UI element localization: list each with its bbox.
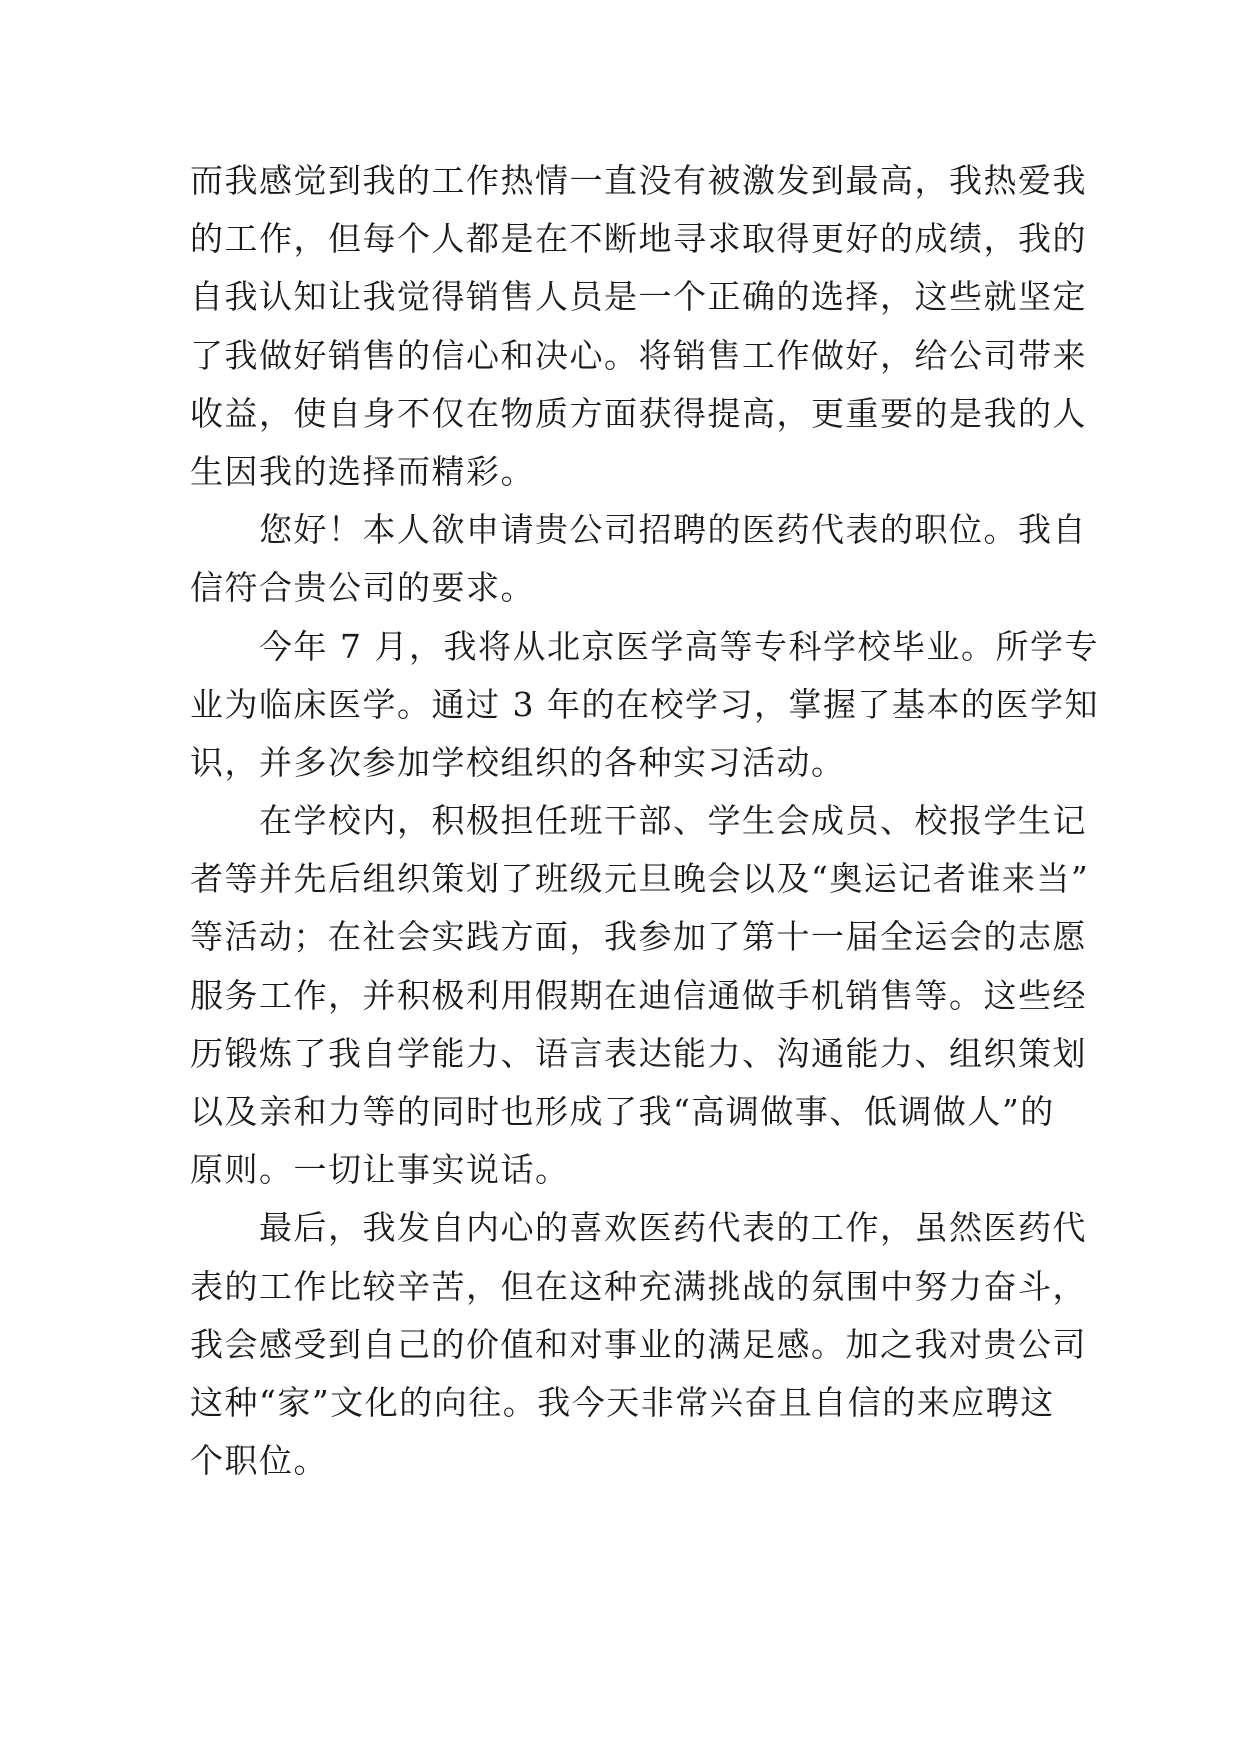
text-line: 个职位。 (190, 1441, 328, 1481)
text-line: 服务工作，并积极利用假期在迪信通做手机销售等。这些经 (190, 975, 1087, 1015)
text-line: 生因我的选择而精彩。 (190, 451, 535, 491)
text-line: 了我做好销售的信心和决心。将销售工作做好，给公司带来 (190, 335, 1087, 375)
text-line: 我会感受到自己的价值和对事业的满足感。加之我对贵公司 (190, 1324, 1087, 1364)
text-line: 历锻炼了我自学能力、语言表达能力、沟通能力、组织策划 (190, 1033, 1087, 1073)
text-line: 以及亲和力等的同时也形成了我“高调做事、低调做人”的 (190, 1092, 1055, 1131)
text-line: 今年 7 月，我将从北京医学高等专科学校毕业。所学专 (190, 626, 1099, 666)
text-line: 者等并先后组织策划了班级元旦晚会以及“奥运记者谁来当” (190, 859, 1090, 899)
text-line: 而我感觉到我的工作热情一直没有被激发到最高，我热爱我 (190, 161, 1087, 200)
text-line: 原则。一切让事实说话。 (190, 1150, 570, 1190)
text-line: 最后，我发自内心的喜欢医药代表的工作，虽然医药代 (190, 1208, 1087, 1248)
body-text (190, 152, 1099, 1490)
text-line: 业为临床医学。通过 3 年的在校学习，掌握了基本的医学知 (190, 684, 1099, 724)
text-line: 信符合贵公司的要求。 (190, 568, 535, 608)
text-line: 的工作，但每个人都是在不断地寻求取得更好的成绩，我的 (190, 219, 1087, 259)
text-line: 自我认知让我觉得销售人员是一个正确的选择，这些就坚定 (190, 277, 1087, 317)
text-line: 这种“家”文化的向往。我今天非常兴奋且自信的来应聘这 (190, 1382, 1055, 1422)
text-line: 表的工作比较辛苦，但在这种充满挑战的氛围中努力奋斗， (190, 1266, 1087, 1306)
text-line: 在学校内，积极担任班干部、学生会成员、校报学生记 (190, 801, 1087, 841)
text-line: 等活动；在社会实践方面，我参加了第十一届全运会的志愿 (190, 917, 1087, 957)
text-line: 您好！本人欲申请贵公司招聘的医药代表的职位。我自 (190, 510, 1087, 550)
text-line: 收益，使自身不仅在物质方面获得提高，更重要的是我的人 (190, 393, 1087, 433)
text-line: 识，并多次参加学校组织的各种实习活动。 (190, 742, 846, 782)
